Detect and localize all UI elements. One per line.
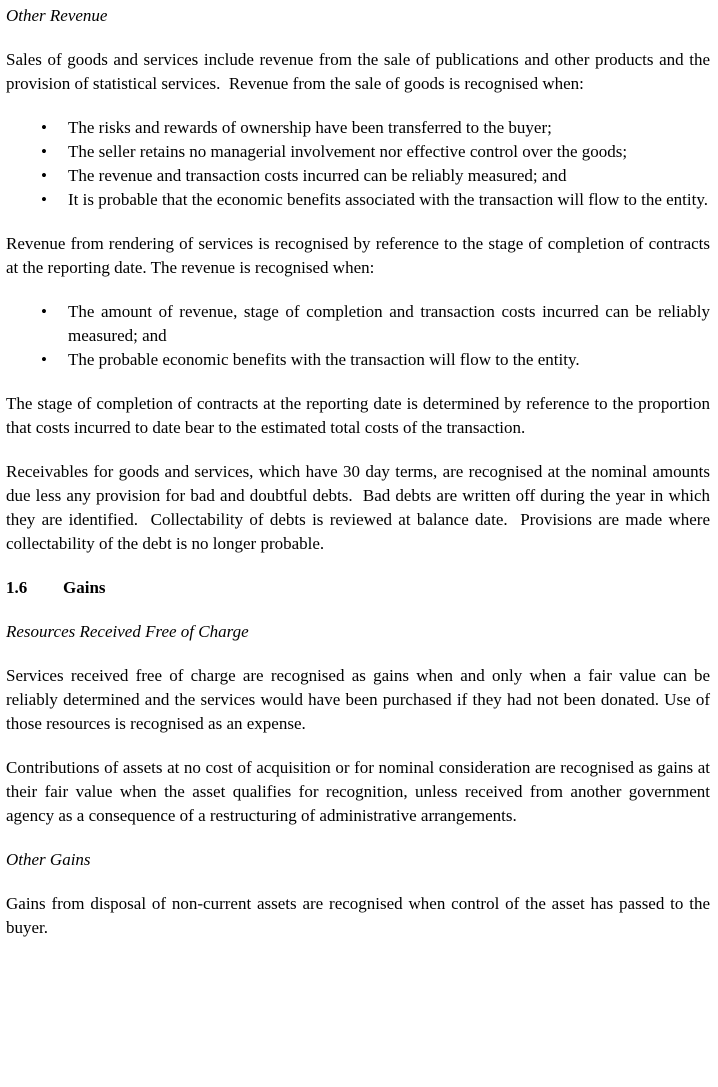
- heading-other-revenue: Other Revenue: [6, 6, 108, 25]
- paragraph-services-free-of-charge: Services received free of charge are recognised as gains when and only when a fair value can be reliably determined and the services would have been purchased if they had not been donated. Use of those resources is recognised as an expense.: [6, 666, 710, 733]
- paragraph-contributions-of-assets: Contributions of assets at no cost of acquisition or for nominal consideration are recognised as gains at their fair value when the asset qualifies for recognition, unless received from another government agency as a consequence of a restructuring of administrative arrangements.: [6, 758, 710, 825]
- paragraph-stage-of-completion: The stage of completion of contracts at the reporting date is determined by reference to the proportion that costs incurred to date bear to the estimated total costs of the transaction.: [6, 394, 710, 437]
- heading-resources-received-free-of-charge: Resources Received Free of Charge: [6, 622, 249, 641]
- bullet-item: • The revenue and transaction costs incurred can be reliably measured; and: [68, 164, 710, 188]
- bullet-item: • The amount of revenue, stage of completion and transaction costs incurred can be reliably measured; and: [68, 300, 710, 348]
- paragraph-gains-from-disposal: Gains from disposal of non-current assets are recognised when control of the asset has passed to the buyer.: [6, 894, 710, 937]
- heading-number: 1.6: [6, 578, 28, 597]
- heading-label: Gains: [63, 578, 106, 597]
- paragraph-rendering-of-services: Revenue from rendering of services is recognised by reference to the stage of completion of contracts at the reporting date. The revenue is recognised when:: [6, 234, 710, 277]
- bullet-item: • The probable economic benefits with the transaction will flow to the entity.: [68, 348, 710, 372]
- bullet-item: • The seller retains no managerial involvement nor effective control over the goods;: [68, 140, 710, 164]
- bullet-item: • It is probable that the economic benefits associated with the transaction will flow to the entity.: [68, 188, 710, 212]
- heading-other-gains: Other Gains: [6, 850, 91, 869]
- bullet-list-goods-recognition: [6, 116, 710, 212]
- paragraph-sales-of-goods: Sales of goods and services include revenue from the sale of publications and other products and the provision of statistical services. Revenue from the sale of goods is recognised when:: [6, 50, 710, 93]
- paragraph-receivables: Receivables for goods and services, which have 30 day terms, are recognised at the nominal amounts due less any provision for bad and doubtful debts. Bad debts are written off during the year in which they are identified. Collectability of debts is reviewed at balance date. Provisions are made where collectability of the debt is no longer probable.: [6, 462, 710, 553]
- bullet-list-services-recognition: [6, 300, 710, 372]
- bullet-item: • The risks and rewards of ownership have been transferred to the buyer;: [68, 116, 710, 140]
- heading-1-6-gains: [6, 576, 710, 600]
